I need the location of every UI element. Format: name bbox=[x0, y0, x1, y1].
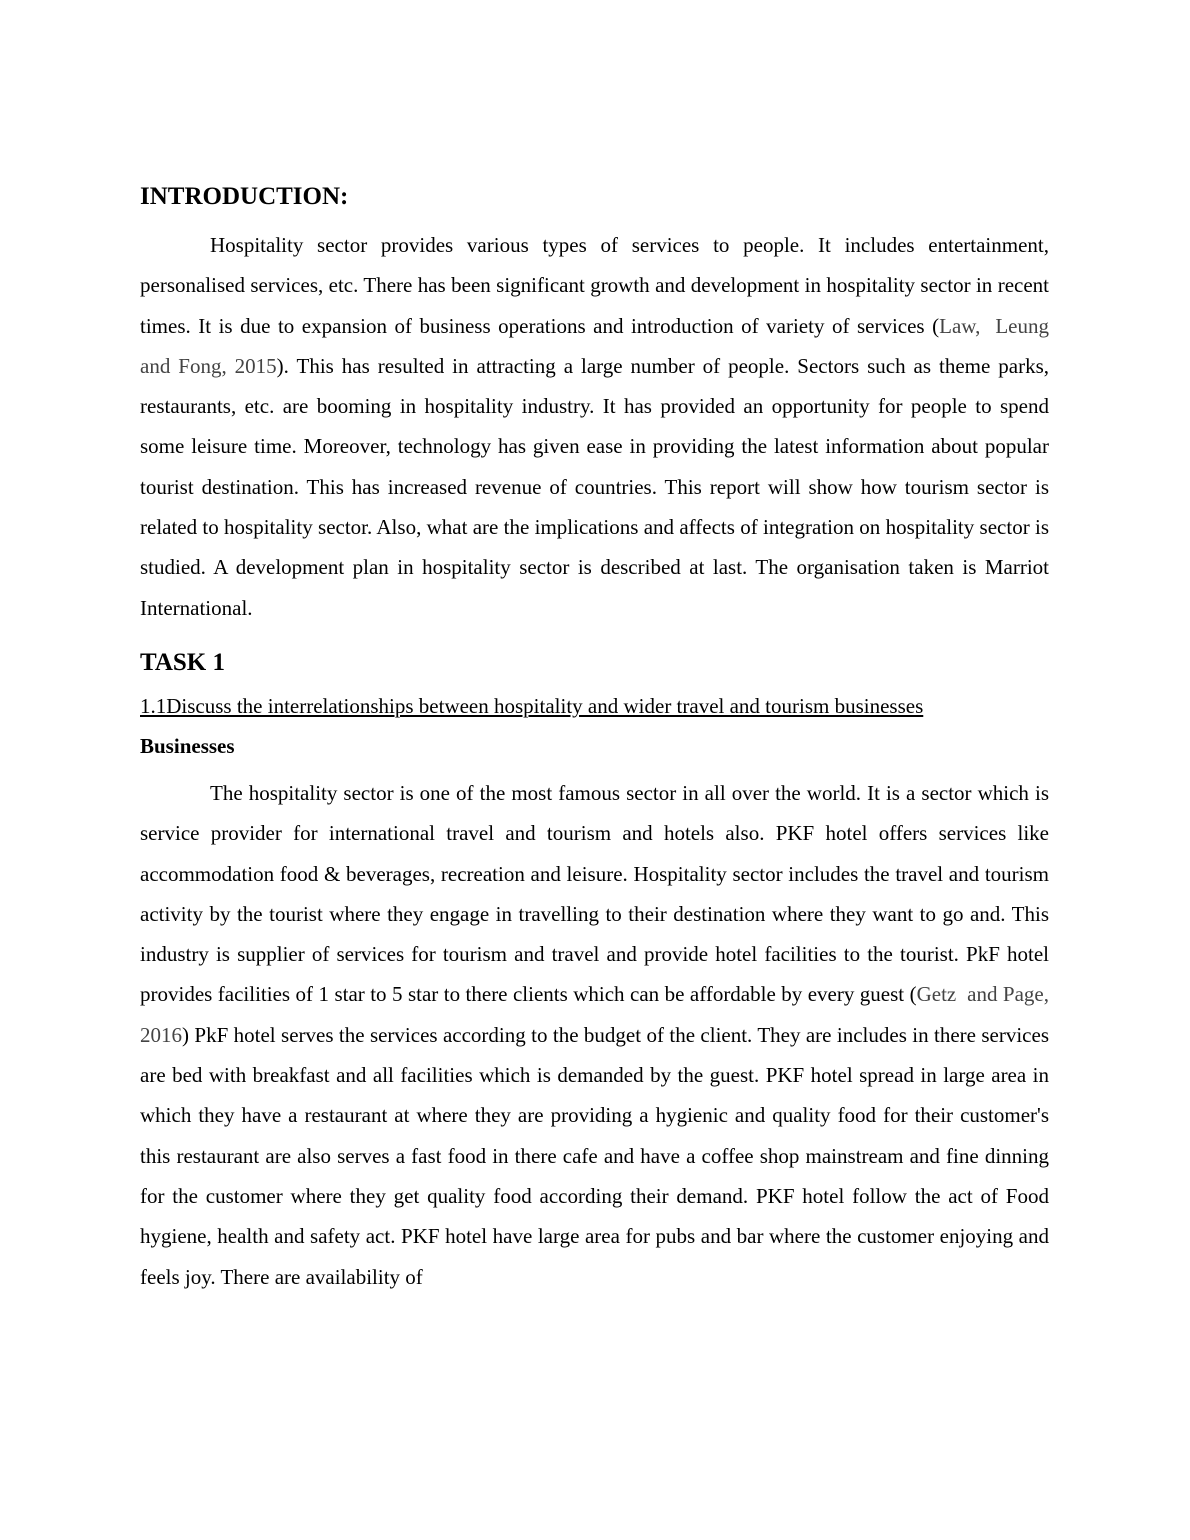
introduction-heading: INTRODUCTION: bbox=[140, 183, 349, 210]
introduction-text-start: Hospitality sector provides various types of services to people. It includes entertainment, personalised services, etc. There has been significant growth and development in hospitality sector in recent times. It is due to expansion of business operations and introduction of variety of services ( bbox=[140, 233, 1049, 338]
task1-citation: Getz and Page, 2016 bbox=[140, 982, 1060, 1047]
task1-subheading: 1.1Discuss the interrelationships between hospitality and wider travel and tourism businesses bbox=[140, 693, 924, 718]
task1-text-start: The hospitality sector is one of the most famous sector in all over the world. It is a sector which is service provider for international travel and tourism and hotels also. PKF hotel offers services like accommodation food & beverages, recreation and leisure. Hospitality sector includes the travel and tourism activity by the tourist where they engage in travelling to their destination where they want to go and. This industry is supplier of services for tourism and travel and provide hotel facilities to the tourist. PkF hotel provides facilities of 1 star to 5 star to there clients which can be affordable by every guest ( bbox=[140, 780, 1049, 1007]
task1-heading: TASK 1 bbox=[140, 648, 225, 676]
task1-text-end: ) PkF hotel serves the services according to the budget of the client. They are includes in there services are bed with breakfast and all facilities which is demanded by the guest. PKF hotel spread in large area in which they have a restaurant at where they are providing a hygienic and quality food for their customer's this restaurant are also serves a fast food in there cafe and have a coffee shop mainstream and fine dinning for the customer where they get quality food according their demand. PKF hotel follow the act of Food hygiene, health and safety act. PKF hotel have large area for pubs and bar where the customer enjoying and feels joy. There are availability of bbox=[140, 1022, 1049, 1289]
introduction-text-end: ). This has resulted in attracting a large number of people. Sectors such as theme parks, restaurants, etc. are booming in hospitality industry. It has provided an opportunity for people to spend some leisure time. Moreover, technology has given ease in providing the latest information about popular tourist destination. This has increased revenue of countries. This report will show how tourism sector is related to hospitality sector. Also, what are the implications and affects of integration on hospitality sector is studied. A development plan in hospitality sector is described at last. The organisation taken is Marriot International. bbox=[140, 353, 1049, 620]
introduction-citation: Law, Leung and Fong, 2015 bbox=[140, 313, 1060, 378]
task1-paragraph bbox=[140, 773, 1060, 1297]
document-body bbox=[140, 180, 1060, 1297]
businesses-label: Businesses bbox=[140, 733, 235, 758]
introduction-paragraph bbox=[140, 225, 1060, 628]
